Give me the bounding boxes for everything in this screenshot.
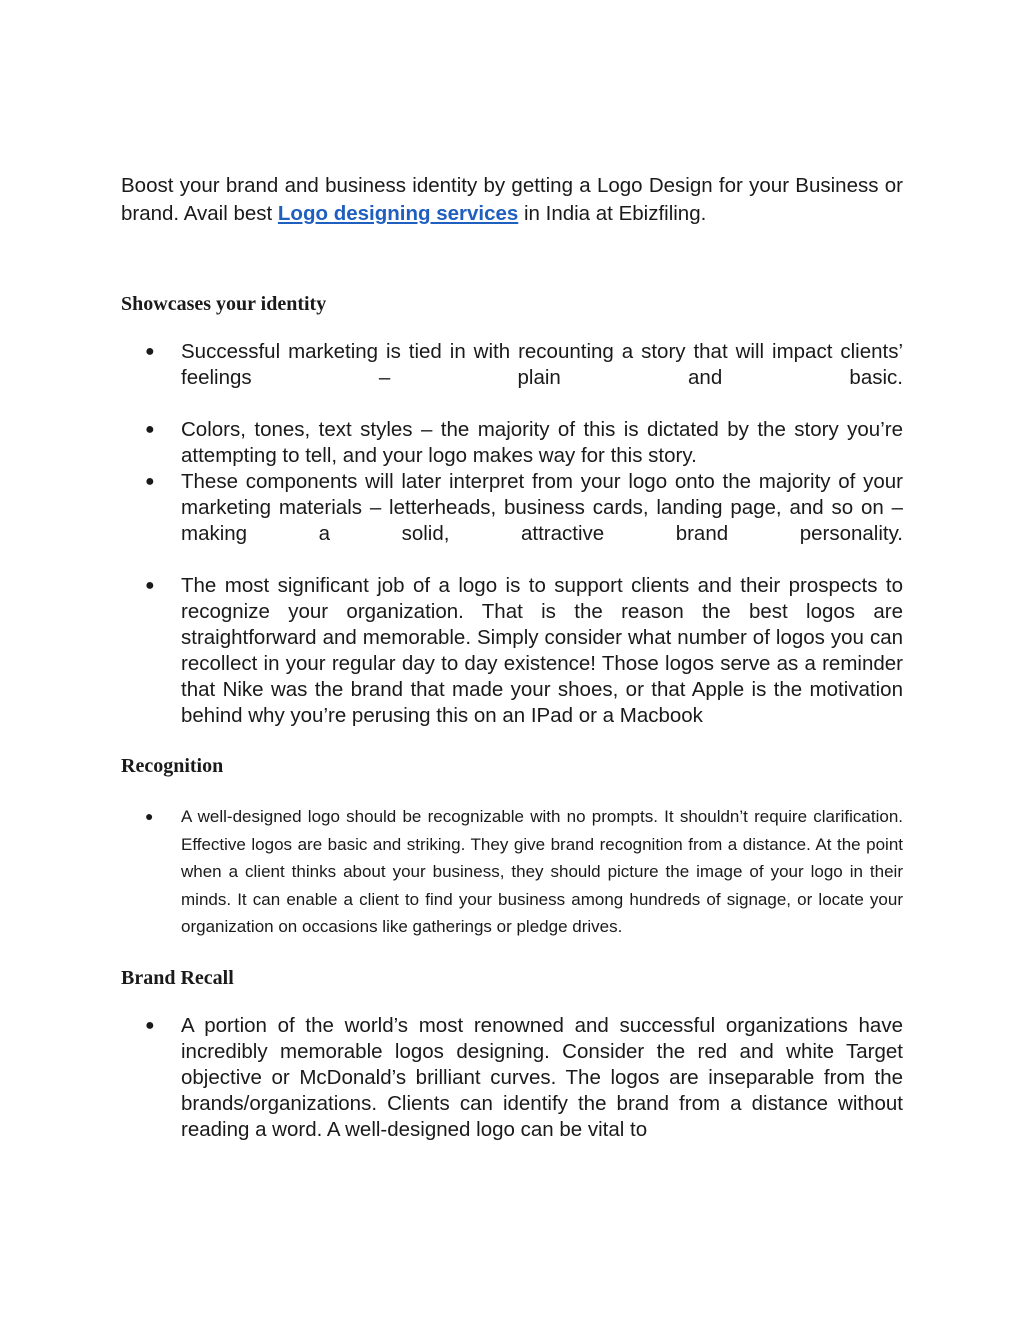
intro-paragraph bbox=[121, 172, 903, 228]
document-page bbox=[121, 172, 903, 1143]
bullet-icon: ● bbox=[145, 473, 155, 490]
list-item-text: Colors, tones, text styles – the majority of this is dictated by the story you’re attempting to tell, and your logo makes way for this story. bbox=[181, 418, 903, 467]
bullet-icon: ● bbox=[145, 808, 154, 824]
intro-text-before: Boost your brand and business identity by getting a Logo Design for your Business or brand. Avail best bbox=[121, 174, 903, 225]
list-item-text: These components will later interpret from your logo onto the majority of your marketing materials – letterheads, business cards, landing page, and so on – making a solid, attractive brand personality. bbox=[181, 470, 903, 545]
intro-text-after: in India at Ebizfiling. bbox=[518, 202, 707, 225]
bullet-icon: ● bbox=[145, 1016, 155, 1034]
list-item-text: The most significant job of a logo is to support clients and their prospects to recognize your organization. That is the reason the best logos are straightforward and memorable. Simply consider what number of logos you can recollect in your regular day to day existence! Those logos serve as a reminder that Nike was the brand that made your shoes, or that Apple is the motivation behind why you’re perusing this on an IPad or a Macbook bbox=[181, 574, 903, 727]
list-item-text: A portion of the world’s most renowned and successful organizations have incredibly memorable logos designing. Consider the red and white Target objective or McDonald’s brilliant curves. The logos are inseparable from the brands/organizations. Clients can identify the brand from a distance without reading a word. A well-designed logo can be vital to bbox=[181, 1013, 903, 1141]
bullet-icon: ● bbox=[145, 343, 155, 360]
bullet-icon: ● bbox=[145, 577, 155, 594]
recognition-heading: Recognition bbox=[121, 755, 224, 777]
list-item-text: Successful marketing is tied in with recounting a story that will impact clients’ feelings – plain and basic. bbox=[181, 340, 903, 389]
recognition-list bbox=[121, 803, 903, 941]
brand-recall-list bbox=[121, 1013, 903, 1143]
logo-designing-services-link[interactable]: Logo designing services bbox=[277, 202, 519, 225]
bullet-icon: ● bbox=[145, 421, 155, 438]
showcases-heading: Showcases your identity bbox=[121, 293, 327, 315]
showcases-list bbox=[121, 339, 903, 729]
list-item bbox=[121, 1013, 903, 1143]
list-item bbox=[121, 339, 903, 391]
list-item bbox=[121, 803, 903, 941]
list-item bbox=[121, 573, 903, 729]
list-item bbox=[121, 469, 903, 547]
brand-recall-heading: Brand Recall bbox=[121, 966, 234, 989]
list-item-text: A well-designed logo should be recognizable with no prompts. It shouldn’t require clarification. Effective logos are basic and striking. They give brand recognition from a distance. At the point when a client thinks about your business, they should picture the image of your logo in their minds. It can enable a client to find your business among hundreds of signage, or locate your organization on occasions like gatherings or pledge drives. bbox=[181, 807, 903, 937]
list-item bbox=[121, 417, 903, 469]
